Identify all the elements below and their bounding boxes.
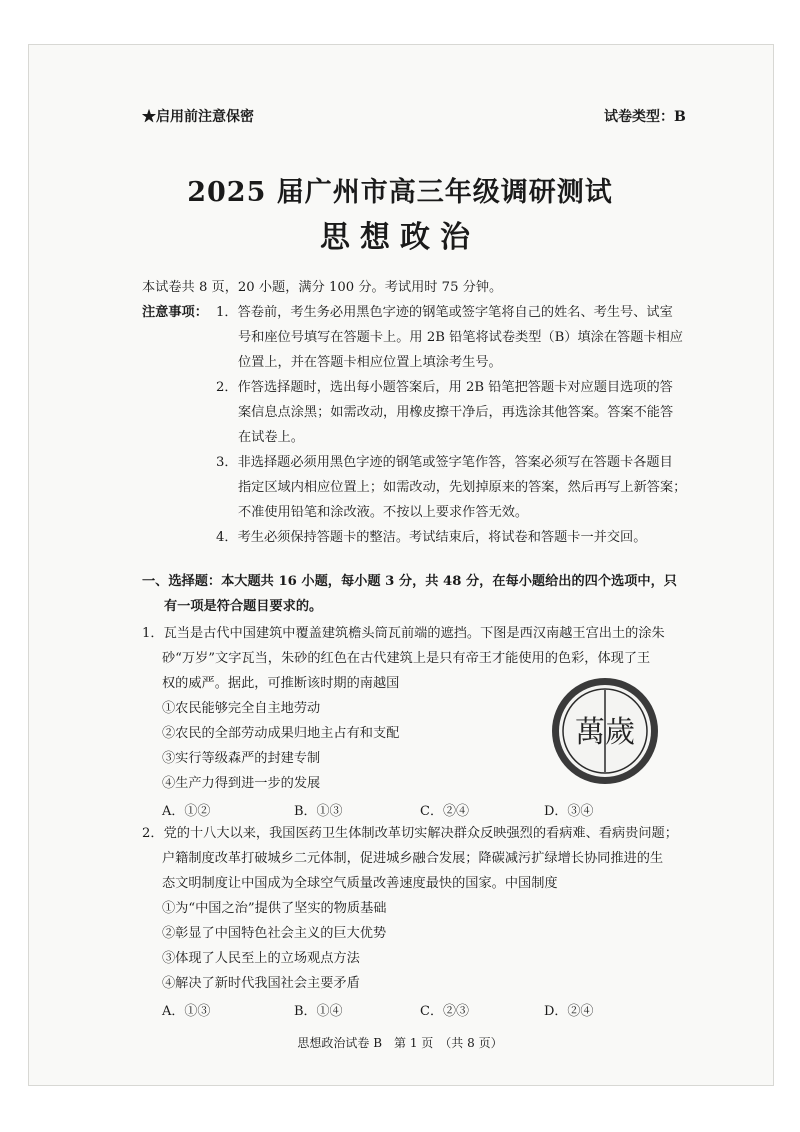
notice-line: 案信息点涂黑；如需改动，用橡皮擦干净后，再选涂其他答案。答案不能答 bbox=[238, 405, 674, 420]
subject-title: 思想政治 bbox=[320, 220, 480, 255]
section-heading: 一、选择题：本大题共 16 小题，每小题 3 分，共 48 分，在每小题给出的四个选项中，只 bbox=[142, 574, 677, 589]
q1-stem: 1．瓦当是古代中国建筑中覆盖建筑檐头筒瓦前端的遮挡。下图是西汉南越王宫出土的涂朱 bbox=[142, 626, 665, 641]
notice-line: 在试卷上。 bbox=[238, 430, 304, 445]
section-heading-cont: 有一项是符合题目要求的。 bbox=[164, 599, 323, 614]
q2-stem: 态文明制度让中国成为全球空气质量改善速度最快的国家。中国制度 bbox=[162, 876, 558, 891]
notice-line: 不准使用铅笔和涂改液。不按以上要求作答无效。 bbox=[238, 505, 529, 520]
q1-option-d: D．③④ bbox=[544, 804, 594, 819]
q1-item: ①农民能够完全自主地劳动 bbox=[162, 701, 321, 716]
notice-line: 1．答卷前，考生务必用黑色字迹的钢笔或签字笔将自己的姓名、考生号、试室 bbox=[216, 305, 673, 320]
q2-option-a: A．①③ bbox=[162, 1004, 211, 1019]
notice-line: 指定区域内相应位置上；如需改动，先划掉原来的答案，然后再写上新答案； bbox=[238, 480, 687, 495]
tile-end-image bbox=[550, 676, 660, 786]
q2-option-c: C．②③ bbox=[420, 1004, 469, 1019]
q1-item: ③实行等级森严的封建专制 bbox=[162, 751, 321, 766]
q2-option-b: B．①④ bbox=[294, 1004, 343, 1019]
notice-line: 2．作答选择题时，选出每小题答案后，用 2B 铅笔把答题卡对应题目选项的答 bbox=[216, 380, 673, 395]
q1-stem: 权的威严。据此，可推断该时期的南越国 bbox=[162, 676, 400, 691]
q2-stem: 户籍制度改革打破城乡二元体制，促进城乡融合发展；降碳减污扩绿增长协同推进的生 bbox=[162, 851, 664, 866]
exam-intro: 本试卷共 8 页，20 小题，满分 100 分。考试用时 75 分钟。 bbox=[142, 280, 503, 295]
confidential-notice: ★启用前注意保密 bbox=[142, 109, 254, 125]
notice-line: 3．非选择题必须用黑色字迹的钢笔或签字笔作答，答案必须写在答题卡各题目 bbox=[216, 455, 673, 470]
q1-item: ④生产力得到进一步的发展 bbox=[162, 776, 321, 791]
tile-end-inscription: 萬歲 bbox=[575, 715, 635, 750]
notice-line: 号和座位号填写在答题卡上。用 2B 铅笔将试卷类型（B）填涂在答题卡相应 bbox=[238, 330, 683, 345]
q2-option-d: D．②④ bbox=[544, 1004, 594, 1019]
exam-title: 2025 届广州市高三年级调研测试 bbox=[187, 177, 613, 208]
q1-stem: 砂“万岁”文字瓦当，朱砂的红色在古代建筑上是只有帝王才能使用的色彩，体现了王 bbox=[162, 651, 651, 666]
page-footer: 思想政治试卷 B 第 1 页 （共 8 页） bbox=[297, 1036, 503, 1050]
q1-option-a: A．①② bbox=[162, 804, 211, 819]
q1-option-b: B．①③ bbox=[294, 804, 343, 819]
q1-option-c: C．②④ bbox=[420, 804, 469, 819]
q1-item: ②农民的全部劳动成果归地主占有和支配 bbox=[162, 726, 400, 741]
notice-line: 4．考生必须保持答题卡的整洁。考试结束后，将试卷和答题卡一并交回。 bbox=[216, 530, 647, 545]
q2-stem: 2．党的十八大以来，我国医药卫生体制改革切实解决群众反映强烈的看病难、看病贵问题； bbox=[142, 826, 678, 841]
q2-item: ③体现了人民至上的立场观点方法 bbox=[162, 951, 360, 966]
q2-item: ①为“中国之治”提供了坚实的物质基础 bbox=[162, 901, 387, 916]
q2-item: ②彰显了中国特色社会主义的巨大优势 bbox=[162, 926, 387, 941]
notice-line: 位置上，并在答题卡相应位置上填涂考生号。 bbox=[238, 355, 502, 370]
notice-label: 注意事项： bbox=[142, 305, 208, 320]
q2-item: ④解决了新时代我国社会主要矛盾 bbox=[162, 976, 360, 991]
paper-type: 试卷类型：B bbox=[604, 109, 686, 125]
